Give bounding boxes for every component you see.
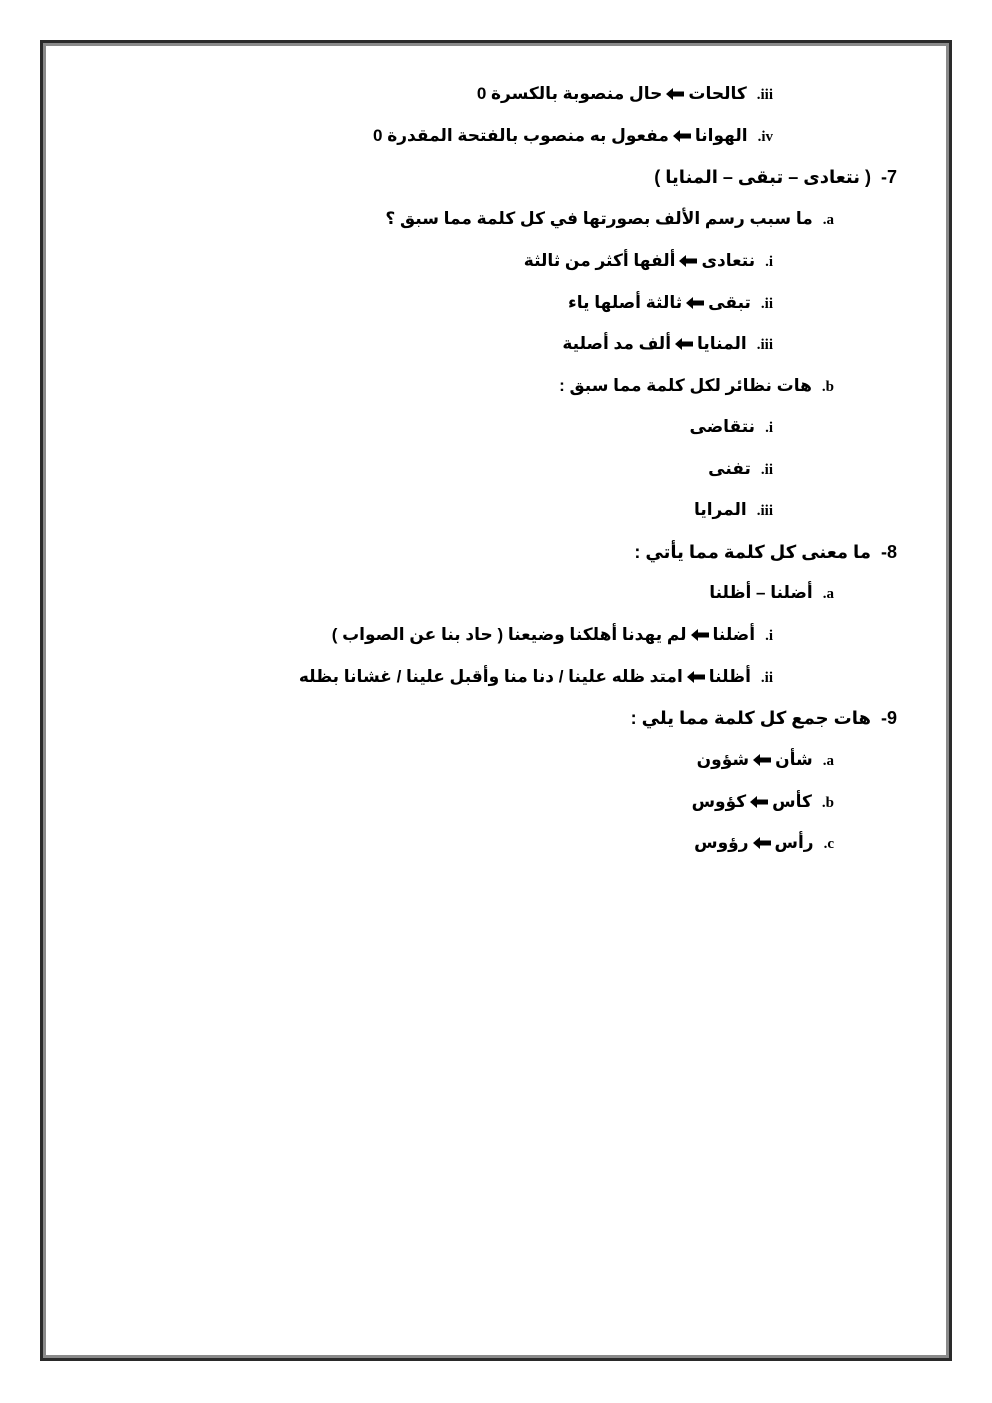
question-number: -7 <box>880 167 897 187</box>
list-item <box>477 82 773 107</box>
list-marker: .a <box>822 212 834 228</box>
term: كأس <box>772 792 812 811</box>
question-heading <box>654 165 897 189</box>
list-marker: .i <box>765 628 773 644</box>
question-heading <box>631 706 897 730</box>
term: نتعادى <box>701 251 756 270</box>
list-marker: .ii <box>760 670 773 686</box>
list-marker: .iii <box>756 337 773 353</box>
answer: حال منصوبة بالكسرة 0 <box>476 84 663 103</box>
list-item <box>373 124 773 149</box>
question-heading <box>634 540 897 564</box>
left-arrow-icon <box>673 130 691 142</box>
list-marker: .iii <box>756 503 773 519</box>
left-arrow-icon <box>691 629 709 641</box>
sub-question-text: ما سبب رسم الألف بصورتها في كل كلمة مما سبق ؟ <box>385 209 813 228</box>
answer: لم يهدنا أهلكنا وضيعنا ( حاد بنا عن الصواب ) <box>331 625 687 644</box>
list-marker: .b <box>821 795 834 811</box>
term: تبقى <box>708 293 751 312</box>
list-item <box>694 498 773 523</box>
answer: ألف مد أصلية <box>562 334 672 353</box>
list-item <box>697 748 834 773</box>
list-item <box>332 623 773 648</box>
list-marker: .c <box>823 836 834 852</box>
term: رأس <box>774 833 814 852</box>
answer: ثالثة أصلها ياء <box>568 293 683 312</box>
question-text: هات جمع كل كلمة مما يلي : <box>630 708 871 728</box>
list-item <box>692 790 834 815</box>
answer: شؤون <box>696 750 750 769</box>
left-arrow-icon <box>666 88 684 100</box>
question-number: -8 <box>880 542 897 562</box>
list-item <box>524 249 773 274</box>
sub-question-text: أضلنا – أظلنا <box>709 583 813 602</box>
left-arrow-icon <box>686 297 704 309</box>
sub-question-text: هات نظائر لكل كلمة مما سبق : <box>559 376 812 395</box>
list-marker: .i <box>765 420 773 436</box>
term: كالحات <box>688 84 747 103</box>
left-arrow-icon <box>679 255 697 267</box>
sub-question <box>709 581 834 606</box>
list-marker: .a <box>822 753 834 769</box>
list-marker: .ii <box>760 296 773 312</box>
question-text: ما معنى كل كلمة مما يأتي : <box>634 542 871 562</box>
list-item <box>690 415 774 440</box>
left-arrow-icon <box>687 671 705 683</box>
list-marker: .iii <box>756 87 773 103</box>
list-marker: .ii <box>760 462 773 478</box>
list-item <box>299 665 773 690</box>
list-item <box>562 332 773 357</box>
list-item <box>568 291 773 316</box>
left-arrow-icon <box>750 796 768 808</box>
answer: رؤوس <box>694 833 749 852</box>
answer: كؤوس <box>691 792 747 811</box>
list-item <box>708 457 773 482</box>
question-number: -9 <box>880 708 897 728</box>
list-marker: .b <box>821 379 834 395</box>
answer: مفعول به منصوب بالفتحة المقدرة 0 <box>373 126 669 145</box>
answer: المرايا <box>693 500 747 519</box>
sub-question <box>385 207 834 232</box>
answer: ألفها أكثر من ثالثة <box>523 251 676 270</box>
answer: امتد ظله علينا / دنا منا وأقبل علينا / غشانا بظله <box>298 667 683 686</box>
question-text: ( نتعادى – تبقى – المنايا ) <box>654 167 871 187</box>
answer: نتقاضى <box>689 417 756 436</box>
page-border <box>40 40 952 1361</box>
list-marker: .a <box>822 586 834 602</box>
left-arrow-icon <box>675 338 693 350</box>
left-arrow-icon <box>753 837 771 849</box>
list-marker: .i <box>765 254 773 270</box>
term: الهوانا <box>694 126 748 145</box>
list-marker: .iv <box>757 129 773 145</box>
term: المنايا <box>697 334 747 353</box>
term: أضلنا <box>712 625 756 644</box>
left-arrow-icon <box>753 754 771 766</box>
sub-question <box>559 374 834 399</box>
list-item <box>694 831 834 856</box>
term: شأن <box>775 750 813 769</box>
term: أظلنا <box>708 667 751 686</box>
answer: تفنى <box>708 459 751 478</box>
